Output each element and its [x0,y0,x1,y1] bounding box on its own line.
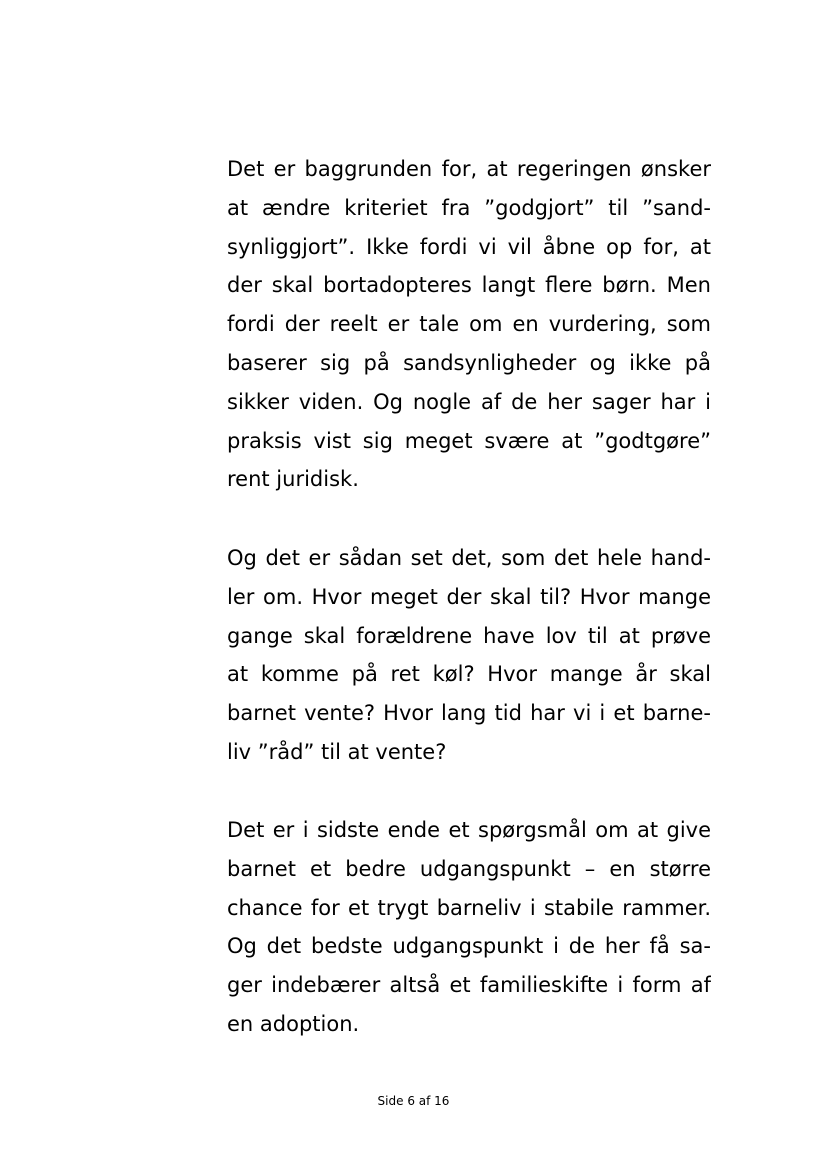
paragraph-line: at komme på ret køl? Hvor mange år skal [227,662,711,687]
paragraph-line: synliggjort”. Ikke fordi vi vil åbne op for, at [227,234,711,259]
paragraph-line: praksis vist sig meget svære at ”godtgøre” [227,428,711,453]
paragraph-2 [227,539,711,772]
paragraph-line: sikker viden. Og nogle af de her sager har i [227,389,711,414]
paragraph-line: en adoption. [227,1011,360,1036]
paragraph-line: liv ”råd” til at vente? [227,739,447,764]
paragraph-line: gange skal forældrene have lov til at prøve [227,623,711,648]
paragraph-line: chance for et trygt barneliv i stabile rammer. [227,895,711,920]
paragraph-line: Det er i sidste ende et spørgsmål om at give [227,818,711,842]
paragraph-line: ger indebærer altså et familieskifte i form af [227,973,711,998]
paragraph-line: baserer sig på sandsynligheder og ikke på [227,350,711,375]
paragraph-3 [227,811,711,1044]
paragraph-line: barnet et bedre udgangspunkt – en større [227,856,711,881]
paragraph-line: at ændre kriteriet fra ”godgjort” til ”sand- [227,195,711,220]
page-number-footer: Side 6 af 16 [377,1094,450,1108]
paragraph-line: ler om. Hvor meget der skal til? Hvor mange [227,584,711,609]
paragraph-line: Det er baggrunden for, at regeringen ønsker [227,157,711,181]
paragraph-line: Og det bedste udgangspunkt i de her få sa- [227,934,711,959]
paragraph-line: barnet vente? Hvor lang tid har vi i et barne- [227,701,711,726]
paragraph-line: der skal bortadopteres langt flere børn. Men [227,273,711,298]
paragraph-1 [227,150,711,499]
paragraph-line: Og det er sådan set det, som det hele hand- [227,546,711,570]
paragraph-line: rent juridisk. [227,467,359,492]
paragraph-line: fordi der reelt er tale om en vurdering, som [227,312,711,337]
